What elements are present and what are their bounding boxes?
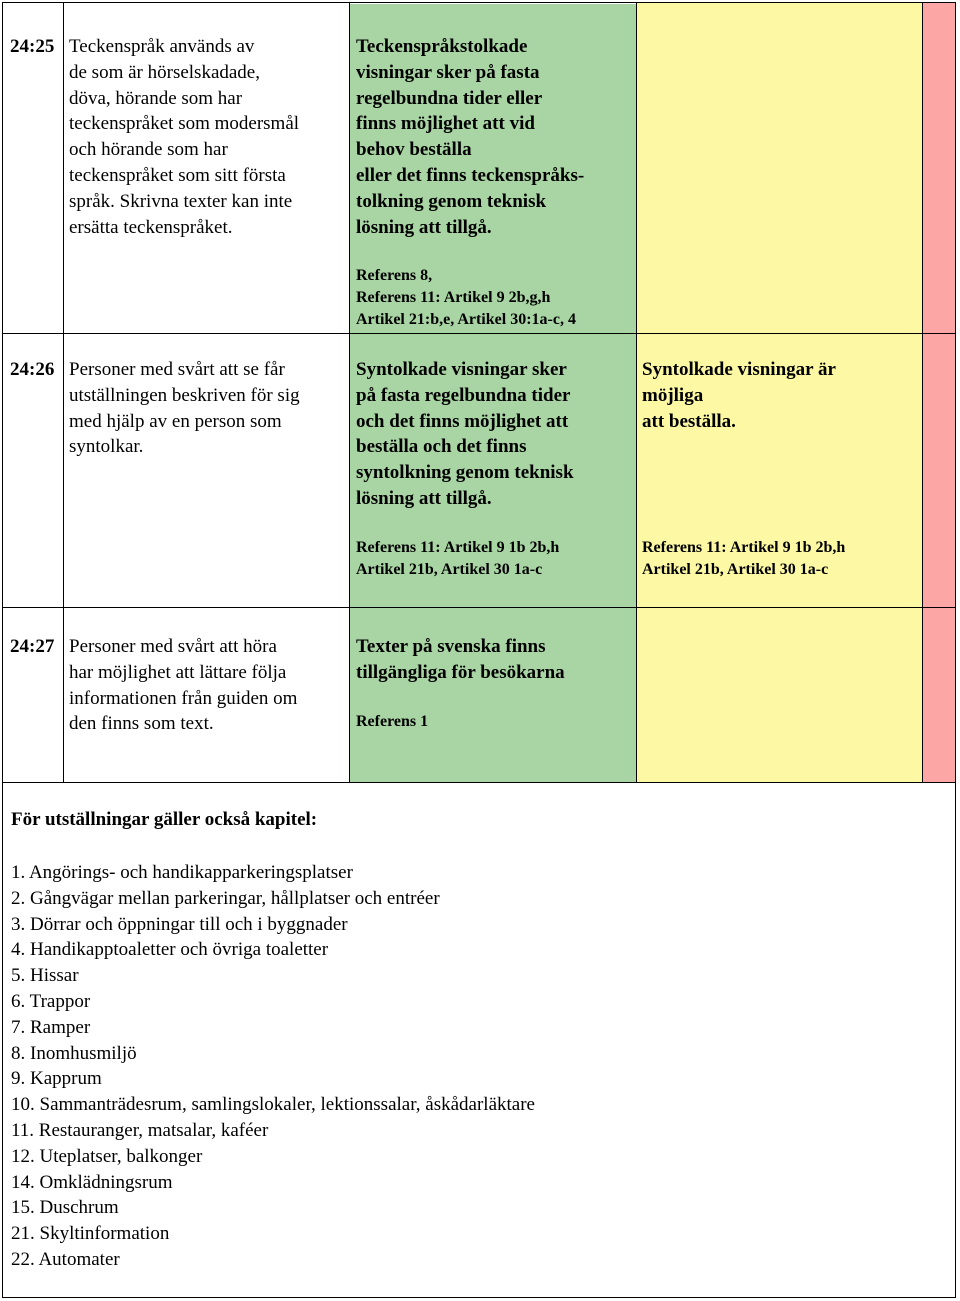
row-description: Personer med svårt att se får utställningen beskriven för sig med hjälp av en person som syntolkar. [69, 359, 300, 458]
list-item: 3. Dörrar och öppningar till och i byggnader [11, 913, 348, 935]
good-level-text: Texter på svenska finns tillgängliga för besökarna [356, 636, 565, 683]
column-divider [636, 3, 637, 782]
list-item: 1. Angörings- och handikapparkeringsplatser [11, 862, 353, 883]
row-description: Teckenspråk används av de som är hörselskadade, döva, hörande som har teckenspråket som modersmål och hörande som har teckenspråket som sitt första språk. Skrivna texter kan inte ersätta teckenspråket. [69, 36, 300, 238]
list-item: 5. Hissar [11, 965, 79, 987]
row-description: Personer med svårt att höra har möjlighet att lättare följa informationen från guiden om den finns som text. [69, 636, 298, 735]
okay-level-cell [636, 3, 922, 333]
bad-level-cell [922, 333, 955, 607]
okay-level-cell [636, 607, 922, 782]
list-item: 15. Duschrum [11, 1197, 119, 1219]
table-row [3, 333, 955, 607]
column-divider [922, 3, 923, 782]
list-item: 7. Ramper [11, 1016, 91, 1038]
chapter-list-heading: För utställningar gäller också kapitel: [11, 809, 318, 830]
bad-level-cell [922, 607, 955, 782]
list-item: 10. Sammanträdesrum, samlingslokaler, lektionssalar, åskådarläktare [11, 1094, 535, 1116]
bad-level-cell [922, 3, 955, 333]
list-item: 14. Omklädningsrum [11, 1171, 173, 1193]
row-divider [3, 607, 955, 608]
accessibility-requirements-table [2, 2, 956, 1298]
list-item: 11. Restauranger, matsalar, kaféer [11, 1119, 269, 1141]
row-divider [3, 333, 955, 334]
good-level-text: Syntolkade visningar sker på fasta regelbundna tider och det finns möjlighet att beställa och det finns syntolkning genom teknisk lösning att tillgå. [356, 359, 574, 509]
row-id: 24:25 [10, 36, 55, 57]
row-id: 24:26 [10, 359, 55, 380]
okay-level-reference: Referens 11: Artikel 9 1b 2b,h Artikel 21b, Artikel 30 1a-c [642, 539, 846, 578]
table-row [3, 607, 955, 782]
list-item: 21. Skyltinformation [11, 1223, 170, 1245]
good-level-reference: Referens 11: Artikel 9 1b 2b,h Artikel 21b, Artikel 30 1a-c [356, 539, 560, 578]
list-item: 22. Automater [11, 1248, 120, 1270]
list-item: 8. Inomhusmiljö [11, 1042, 137, 1064]
list-item: 2. Gångvägar mellan parkeringar, hållplatser och entréer [11, 887, 440, 909]
good-level-text: Teckenspråkstolkade visningar sker på fasta regelbundna tider eller finns möjlighet att vid behov beställa eller det finns teckenspråks- tolkning genom teknisk lösning att tillgå. [356, 36, 585, 238]
good-level-reference: Referens 1 [356, 713, 429, 730]
good-level-reference: Referens 8, Referens 11: Artikel 9 2b,g,h Artikel 21:b,e, Artikel 30:1a-c, 4 [356, 267, 576, 328]
list-item: 4. Handikapptoaletter och övriga toaletter [11, 939, 329, 961]
chapter-list [11, 860, 535, 1273]
column-divider [349, 3, 350, 782]
row-divider [3, 782, 955, 783]
list-item: 12. Uteplatser, balkonger [11, 1145, 203, 1167]
okay-level-text: Syntolkade visningar är möjliga att beställa. [642, 359, 836, 432]
list-item: 6. Trappor [11, 990, 91, 1012]
list-item: 9. Kapprum [11, 1068, 102, 1090]
column-divider [63, 3, 64, 782]
row-id: 24:27 [10, 636, 55, 657]
table-row [3, 3, 955, 333]
